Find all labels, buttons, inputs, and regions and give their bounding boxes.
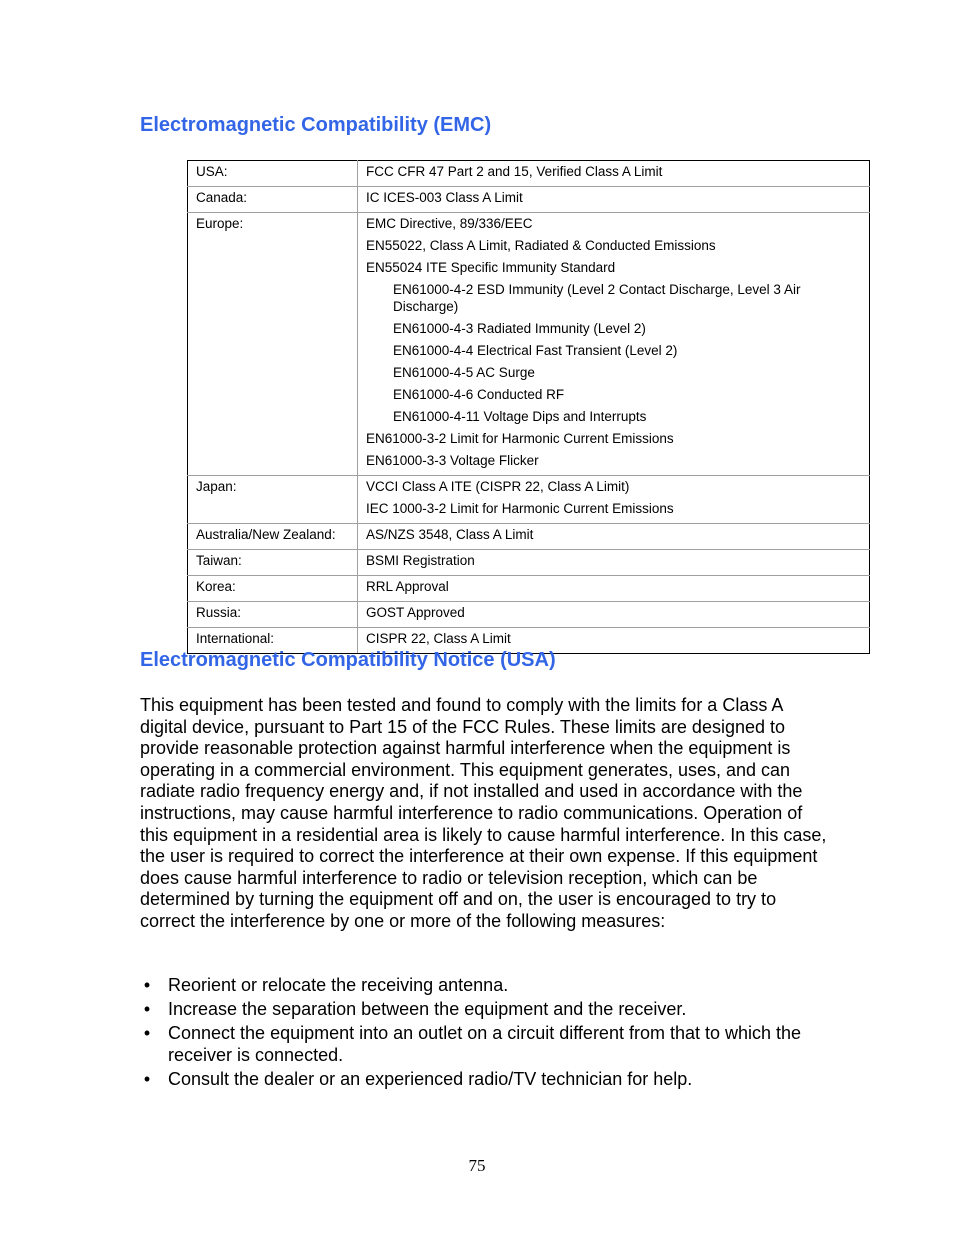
standards-cell bbox=[358, 476, 870, 524]
list-item bbox=[140, 975, 830, 997]
list-item bbox=[140, 999, 830, 1021]
standard-line: EN61000-4-3 Radiated Immunity (Level 2) bbox=[393, 321, 646, 336]
region-cell: International: bbox=[188, 628, 358, 654]
standard-line: EN61000-4-5 AC Surge bbox=[393, 365, 535, 380]
standard-line: CISPR 22, Class A Limit bbox=[366, 631, 511, 646]
table-row bbox=[188, 550, 870, 576]
standards-cell bbox=[358, 550, 870, 576]
page-number: 75 bbox=[468, 1156, 486, 1175]
region-cell: Korea: bbox=[188, 576, 358, 602]
standard-line: BSMI Registration bbox=[366, 553, 475, 568]
bullet-icon: • bbox=[143, 999, 151, 1020]
bullet-icon: • bbox=[143, 975, 151, 995]
list-item bbox=[140, 1023, 830, 1066]
region-cell: Taiwan: bbox=[188, 550, 358, 576]
emc-notice-heading: Electromagnetic Compatibility Notice (USA) bbox=[140, 649, 556, 671]
standard-line: EMC Directive, 89/336/EEC bbox=[366, 216, 533, 231]
region-cell: Japan: bbox=[188, 476, 358, 524]
list-item bbox=[140, 1069, 830, 1091]
standards-cell bbox=[358, 187, 870, 213]
list-item-text: Increase the separation between the equipment and the receiver. bbox=[168, 999, 687, 1020]
standard-line: EN61000-3-3 Voltage Flicker bbox=[366, 453, 539, 468]
emc-heading: Electromagnetic Compatibility (EMC) bbox=[140, 114, 492, 136]
table-row bbox=[188, 476, 870, 524]
standard-line: EN61000-4-11 Voltage Dips and Interrupts bbox=[393, 409, 647, 424]
emc-standards-table bbox=[187, 160, 870, 654]
table-row bbox=[188, 602, 870, 628]
region-cell: Russia: bbox=[188, 602, 358, 628]
list-item-text: Connect the equipment into an outlet on a circuit different from that to which the receiver is connected. bbox=[168, 1023, 802, 1065]
standard-line: FCC CFR 47 Part 2 and 15, Verified Class A Limit bbox=[366, 164, 663, 179]
standards-cell bbox=[358, 524, 870, 550]
region-cell: Europe: bbox=[188, 213, 358, 476]
standard-line: IEC 1000-3-2 Limit for Harmonic Current Emissions bbox=[366, 501, 674, 516]
standards-cell bbox=[358, 576, 870, 602]
table-row bbox=[188, 524, 870, 550]
list-item-text: Consult the dealer or an experienced radio/TV technician for help. bbox=[168, 1068, 693, 1089]
region-cell: USA: bbox=[188, 161, 358, 187]
standard-line: EN55022, Class A Limit, Radiated & Conducted Emissions bbox=[366, 238, 716, 253]
region-cell: Canada: bbox=[188, 187, 358, 213]
bullet-icon: • bbox=[143, 1023, 151, 1044]
notice-paragraph: This equipment has been tested and found to comply with the limits for a Class A digital device, pursuant to Part 15 of the FCC Rules. These limits are designed to provide reasonable protection against harmful interference when the equipment is operating in a commercial environment. This equipment generates, uses, and can radiate radio frequency energy and, if not installed and used in accordance with the instructions, may cause harmful interference to radio communications. Operation of this equipment in a residential area is likely to cause harmful interference. In this case, the user is required to correct the interference at their own expense. If this equipment does cause harmful interference to radio or television reception, which can be determined by turning the equipment off and on, the user is encouraged to try to correct the interference by one or more of the following measures: bbox=[140, 695, 827, 931]
standard-line: EN61000-4-2 ESD Immunity (Level 2 Contact Discharge, Level 3 Air Discharge) bbox=[393, 282, 801, 314]
standards-cell bbox=[358, 213, 870, 476]
standard-line: IC ICES-003 Class A Limit bbox=[366, 190, 523, 205]
standard-line: VCCI Class A ITE (CISPR 22, Class A Limit) bbox=[366, 479, 630, 494]
standard-line: AS/NZS 3548, Class A Limit bbox=[366, 527, 534, 542]
table-row bbox=[188, 161, 870, 187]
emc-table-body bbox=[188, 161, 870, 654]
standards-cell bbox=[358, 602, 870, 628]
table-row bbox=[188, 187, 870, 213]
region-cell: Australia/New Zealand: bbox=[188, 524, 358, 550]
standards-cell bbox=[358, 161, 870, 187]
standard-line: RRL Approval bbox=[366, 579, 449, 594]
standard-line: EN61000-3-2 Limit for Harmonic Current Emissions bbox=[366, 431, 674, 446]
standard-line: EN55024 ITE Specific Immunity Standard bbox=[366, 260, 616, 275]
list-item-text: Reorient or relocate the receiving antenna. bbox=[168, 975, 509, 995]
bullet-icon: • bbox=[143, 1068, 151, 1089]
standard-line: GOST Approved bbox=[366, 605, 465, 620]
table-row bbox=[188, 576, 870, 602]
standard-line: EN61000-4-4 Electrical Fast Transient (Level 2) bbox=[393, 343, 678, 358]
table-row bbox=[188, 213, 870, 476]
measures-list bbox=[140, 975, 830, 1093]
standard-line: EN61000-4-6 Conducted RF bbox=[393, 387, 565, 402]
